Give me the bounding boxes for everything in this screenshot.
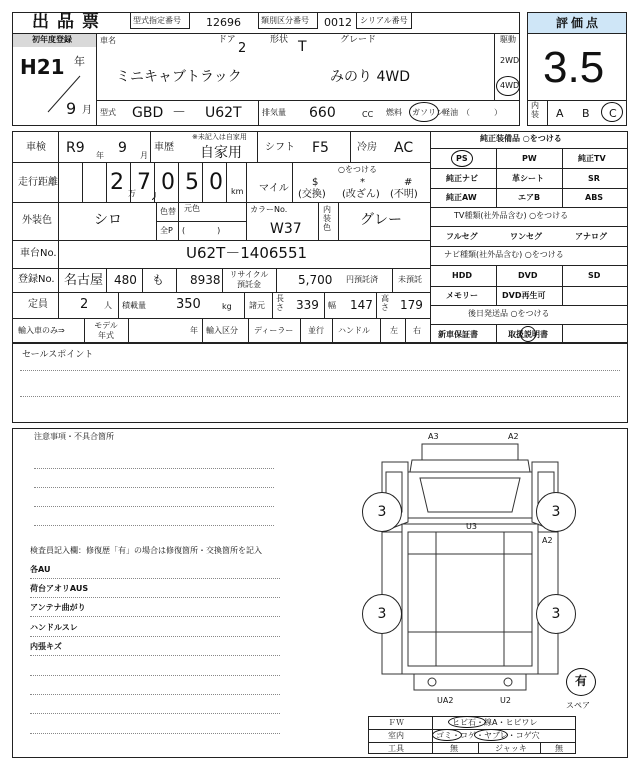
shift: F5 [312,140,329,156]
serial-label: シリアル番号 [360,16,408,25]
load-label: 積載量 [122,301,146,310]
truck-diagram [372,432,572,702]
chassis-label: 車台No. [20,248,57,259]
rule [430,324,628,325]
inspector-item-1: 各AU [30,565,51,574]
int-color-label: 内装色 [323,205,331,233]
mileage-circle-note: ○をつける [338,165,377,174]
displacement-label: 排気量 [262,108,286,117]
fuel-label: 燃料 [386,108,402,117]
rule [34,468,274,469]
rule [562,148,563,207]
tv-analog: アナログ [575,232,607,241]
legend-fw-circle [448,716,486,728]
model-num-label: 型式指定番号 [133,16,181,25]
mileage-unit-man: 万 [128,189,136,198]
mileage-d5: 0 [209,170,223,195]
rule [12,318,430,319]
shape: T [298,39,307,55]
recycle-yen: 円預託済 [346,275,378,284]
rule [392,268,393,292]
rule [350,131,351,162]
registration-class: 480 [114,273,137,287]
rule [430,286,628,287]
vehicle-name-label: 車名 [100,36,116,45]
rule [20,396,620,397]
rule [84,318,85,343]
registration-kana: も [152,273,165,287]
rule [430,148,628,149]
damage-a2-top: A2 [508,432,519,441]
rule [30,733,280,734]
rule [30,655,280,656]
rule [246,162,247,202]
rule [82,162,83,202]
history: 自家用 [200,145,242,161]
grade-label: グレード [340,35,377,45]
handle-right: 右 [413,326,421,335]
rule [248,318,249,343]
type-code: U62T [205,105,242,121]
inspection-year-unit: 年 [96,151,104,160]
rule [257,131,258,162]
rule [96,33,97,126]
equip-tv: 純正TV [578,154,606,163]
legend-room-circle-1 [432,729,462,741]
equip-airbag: エアB [518,193,541,202]
import-label: 輸入車のみ⇒ [18,326,65,335]
color-change-label: 色替 [160,207,176,216]
mileage-d4: 5 [185,170,199,195]
first-reg-slash [44,74,84,114]
height-label: 高さ [381,294,389,313]
first-reg-label: 初年度登録 [32,35,72,44]
shift-label: シフト [265,142,295,153]
fuel-gasoline: ガソリン [412,108,444,117]
rule [527,100,627,101]
color-orig-label: 元色 [184,204,200,213]
rule [202,318,203,343]
mileage-opt2-sym: * [360,177,365,188]
rule [150,131,151,162]
interior-a: A [556,107,564,120]
import-dealer: ディーラー [254,326,294,335]
mile-label: マイル [259,183,289,194]
nav-dvd-play: DVD再生可 [502,291,546,300]
rule [58,131,59,318]
legend-room-label: 室内 [388,731,404,740]
inspector-item-5: 内張キズ [30,642,62,651]
displacement: 660 [309,105,336,121]
rule [292,162,293,202]
rule [118,292,119,318]
type-prefix: GBD [132,105,164,121]
type-dash: － [172,105,186,121]
score-label: 評価点 [556,16,602,30]
model-num: 12696 [206,16,241,29]
legend-jack-none: 無 [555,744,563,753]
inspector-label: 検査員記入欄：修復歴「有」の場合は修復箇所・交換箇所を記入 [30,546,262,555]
rule [368,742,576,743]
damage-u3: U3 [466,522,477,531]
equip-ps-circle [451,150,473,167]
rule [222,268,223,292]
color-all-p: 全P [160,226,173,235]
grade: みのり 4WD [330,69,410,85]
rule [34,525,274,526]
rule [272,292,273,318]
rule [12,268,430,269]
rule [324,292,325,318]
mileage-d1: 2 [110,170,124,195]
rule [202,162,203,202]
damage-ua2: UA2 [437,696,454,705]
damage-a2-side: A2 [542,536,553,545]
width-label: 幅 [328,301,336,310]
rule [30,713,280,714]
sheet-title: 出品票 [32,12,107,32]
legend-fw: ヒビ石・線A・ヒビワレ [452,718,538,727]
model-year-unit: 年 [190,326,198,335]
rule [30,597,280,598]
wheel-front-left: 3 [362,492,402,532]
fuel-light-oil: 軽油 [442,108,458,117]
later-manual: 取扱説明書 [508,330,548,339]
equip-navi: 純正ナビ [446,174,478,183]
rule [547,100,548,126]
handle-left: 左 [390,326,398,335]
color-no: W37 [270,221,302,237]
color-label: 外装色 [22,215,52,226]
interior-label: 内装 [531,101,539,119]
rule [30,636,280,637]
nav-hdd: HDD [452,271,472,280]
ac: AC [394,140,414,156]
history-label: 車歴 [154,142,174,153]
rule [496,148,497,207]
mileage-opt3: (不明) [390,189,418,200]
mileage-opt2: (改ざん) [342,189,380,200]
first-reg-year-unit: 年 [74,55,85,68]
sales-point-box [12,343,628,423]
rule [246,202,247,240]
vehicle-name: ミニキャブトラック [116,69,242,85]
color: シロ [94,212,122,228]
rule [496,324,497,343]
rule [494,33,495,100]
rule [430,188,628,189]
length: 339 [296,298,319,312]
rule [226,162,227,202]
recycle-unpaid: 未預託 [398,275,422,284]
rule [176,268,177,292]
width: 147 [350,298,373,312]
mileage-opt3-sym: # [404,177,413,188]
sales-point-label: セールスポイント [22,350,94,360]
rule [30,578,280,579]
load-unit: kg [222,302,232,311]
rule [30,694,280,695]
fuel-gasoline-circle [409,102,439,122]
rule [258,100,259,126]
rule [430,246,628,247]
rule [405,318,406,343]
rule [106,162,107,202]
int-color: グレー [360,212,402,228]
later-manual-circle [520,326,536,342]
nav-dvd: DVD [518,271,538,280]
capacity-unit: 人 [104,301,112,310]
history-note: ※未記入は自家用 [192,133,247,141]
rule [12,292,430,293]
inspection-era: R9 [66,140,85,156]
wheel-rear-left: 3 [362,594,402,634]
model-year-label: モデル年式 [94,321,118,340]
later-title: 後日発送品 ○をつける [468,309,550,318]
type-label: 型式 [100,108,116,117]
mileage-opt1-sym: $ [312,177,319,188]
spare-label: スペア [566,701,590,710]
nav-memory: メモリー [446,291,478,300]
rule [478,742,479,754]
mileage-opt1: (交換) [298,189,326,200]
interior-c: C [609,107,617,120]
wheel-front-right: 3 [536,492,576,532]
legend-jack: ジャッキ [495,744,527,753]
category-label: 類別区分番号 [261,16,309,25]
equip-sr: SR [588,174,600,183]
rule [142,268,143,292]
drive-2wd: 2WD [500,56,520,65]
equip-ps: PS [456,154,468,163]
rule [12,162,430,163]
rule [430,168,628,169]
rule [34,487,274,488]
rule [338,202,339,240]
legend-tools-none: 無 [450,744,458,753]
inspector-item-4: ハンドルスレ [30,623,78,632]
later-warranty: 新車保証書 [438,330,478,339]
rule [12,240,430,241]
rule [276,268,277,292]
rule [30,616,280,617]
inspector-item-3: アンテナ曲がり [30,603,86,612]
rule [380,318,381,343]
registration-number: 8938 [190,273,221,287]
damage-a3: A3 [428,432,439,441]
mileage-d3: 0 [161,170,175,195]
color-no-label: カラーNo. [250,205,288,214]
rule [30,675,280,676]
tv-title: TV種類(社外品含む) ○をつける [454,211,569,220]
load: 350 [176,297,201,312]
rule [20,370,620,371]
rule [34,506,274,507]
chassis: U62T－1406551 [186,244,308,262]
rule [318,202,319,240]
category-num: 0012 [324,16,352,29]
equipment-title: 純正装備品 ○をつける [480,134,562,143]
inspection-month-unit: 月 [140,151,148,160]
nav-title: ナビ種類(社外品含む) ○をつける [444,250,564,259]
nav-sd: SD [588,271,601,280]
drive-label: 駆動 [500,35,516,44]
interior-b: B [582,107,590,120]
mileage-label: 走行距離 [18,177,58,188]
rule [332,318,333,343]
door-label: ドア [218,35,236,45]
inspection-month: 9 [118,140,127,156]
inspector-item-2: 荷台アオリAUS [30,584,89,593]
drive-4wd: 4WD [500,81,520,90]
height: 179 [400,298,423,312]
rule [430,265,628,266]
length-label: 長さ [276,294,284,313]
equip-leather: 革シート [512,174,544,183]
rule [368,729,576,730]
import-category-label: 輸入区分 [206,326,238,335]
registration-label: 登録No. [18,274,55,285]
wheel-rear-right: 3 [536,594,576,634]
legend-room-circle-2 [474,729,508,741]
equip-pw: PW [522,154,537,163]
fuel-paren: （ ） [462,108,502,117]
rule [178,162,179,202]
doors: 2 [238,41,247,56]
rule [178,202,179,240]
rule [430,305,628,306]
handle-label: ハンドル [338,326,370,335]
rule [562,324,563,343]
shape-label: 形状 [270,35,289,45]
damage-u2: U2 [500,696,511,705]
rule [156,221,246,222]
legend-fw-label: ＦＷ [388,718,404,727]
spare-value: 有 [575,674,588,688]
ac-label: 冷房 [357,142,377,153]
rule [430,226,628,227]
import-parallel: 並行 [308,326,324,335]
equip-aw: 純正AW [446,193,477,202]
color-paren: ( ) [182,226,221,235]
equip-abs: ABS [585,193,604,202]
recycle-label: リサイクル預託金 [229,270,269,289]
first-reg-month: 9 [66,99,77,118]
mileage-km: km [231,187,244,196]
spec-label: 諸元 [249,301,265,310]
recycle-amount: 5,700 [298,273,333,287]
rule [430,131,431,343]
interior-c-circle [601,102,623,122]
rule [540,742,541,754]
mileage-d2: 7 [137,170,151,195]
inspection-label: 車検 [26,142,46,153]
first-reg-month-unit: 月 [82,105,92,116]
rule [496,265,497,305]
legend-room: ゴミ・コゲ・ヤブレ・コゲ穴 [436,731,540,740]
score-value: 3.5 [543,43,605,92]
rule [562,265,563,305]
tv-oneseg: ワンセグ [510,232,542,241]
rule [430,207,628,208]
first-reg-era: H21 [20,55,65,79]
capacity-label: 定員 [28,299,48,310]
rule [106,268,107,292]
rule [12,202,430,203]
rule [376,292,377,318]
rule [128,318,129,343]
legend-tools-label: 工具 [388,744,404,753]
drive-4wd-circle [496,76,520,96]
registration-area: 名古屋 [64,273,104,288]
notes-label: 注意事項・不具合箇所 [34,432,114,441]
rule [300,318,301,343]
rule [244,292,245,318]
cc-unit: CC [362,110,374,119]
rule [96,100,520,101]
thousand-separator-mark [152,192,158,200]
tv-fullseg: フルセグ [446,232,478,241]
capacity: 2 [80,297,89,312]
